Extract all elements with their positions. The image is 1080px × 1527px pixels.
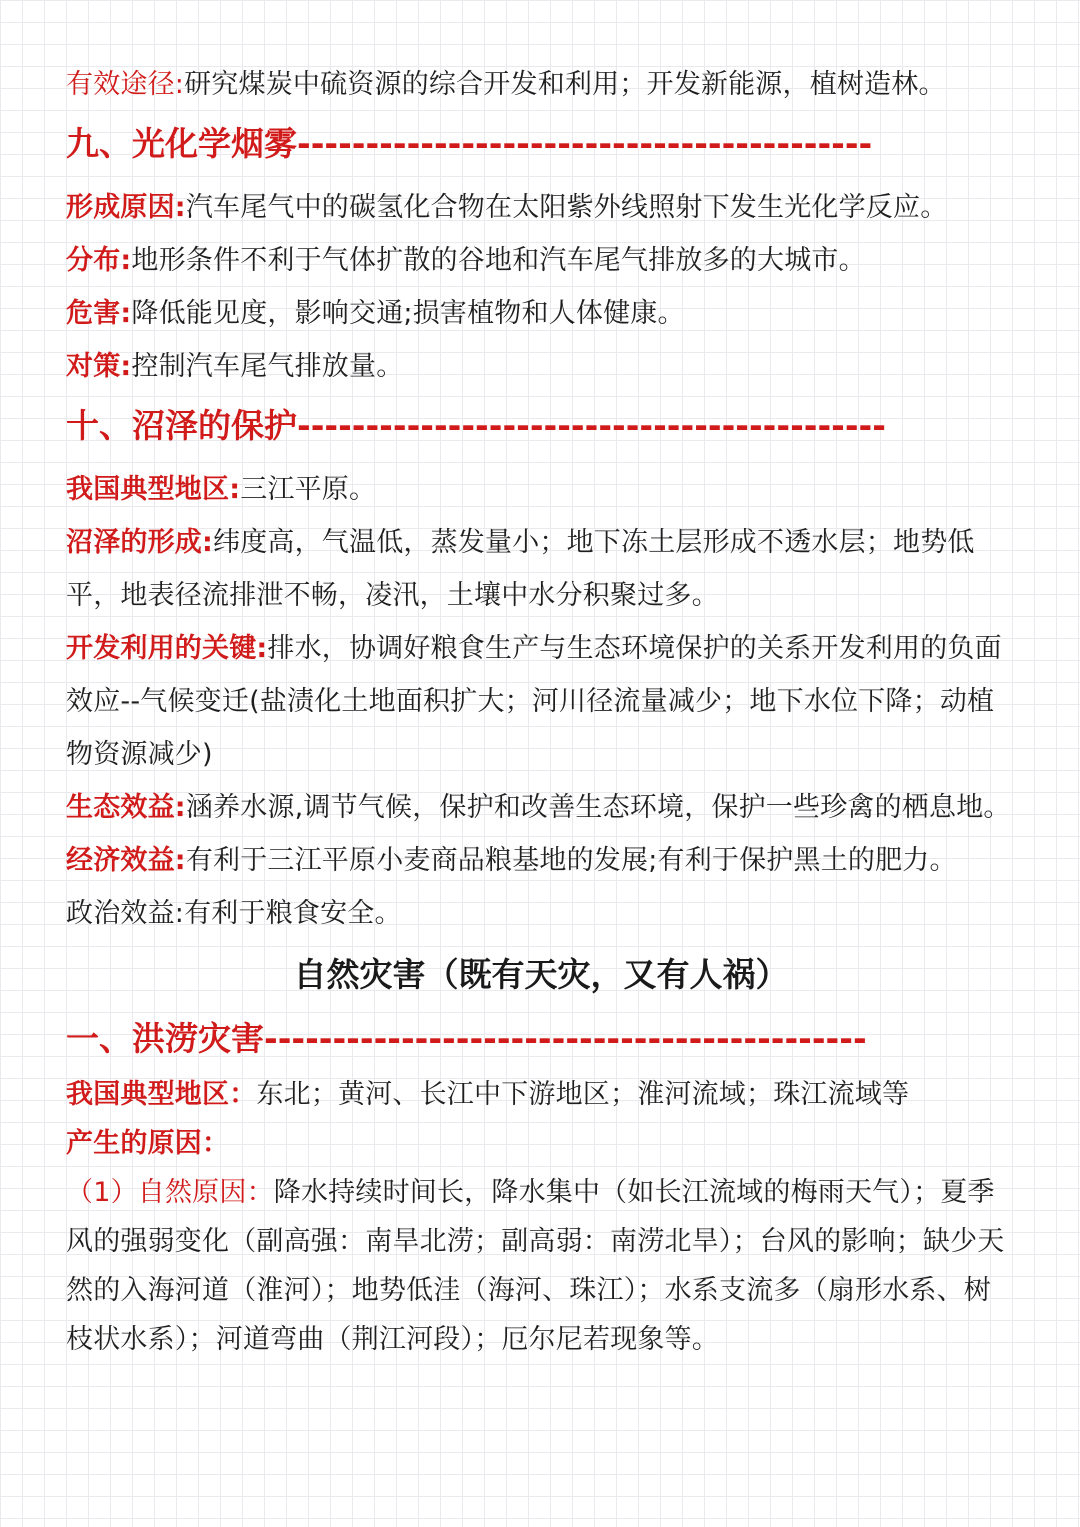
smog-cause-text: 汽车尾气中的碳氢化合物在太阳紫外线照射下发生光化学反应。: [185, 192, 948, 223]
smog-harm-text: 降低能见度，影响交通;损害植物和人体健康。: [131, 298, 685, 329]
heading-text: 一、洪涝灾害: [66, 1019, 264, 1058]
swamp-economy-text: 有利于三江平原小麦商品粮基地的发展;有利于保护黑土的肥力。: [185, 845, 957, 876]
smog-harm-label: 危害:: [66, 298, 132, 329]
swamp-key-text: 排水，协调好粮食生产与生态环境保护的关系开发利用的负面效应--气候变迁(盐渍化土地面积扩大；河川径流量减少；地下水位下降；动植物资源减少): [66, 633, 1002, 770]
swamp-region-text: 三江平原。: [240, 474, 377, 505]
heading-dashes: --------------------------------------------: [264, 1019, 867, 1058]
flood-natural-cause-paragraph: [66, 1168, 1016, 1364]
swamp-ecology-label: 生态效益:: [66, 792, 186, 823]
smog-distribution-label: 分布:: [66, 245, 132, 276]
heading-text: 九、光化学烟雾: [66, 124, 297, 163]
document-page: [66, 58, 1016, 1364]
swamp-political-paragraph: 政治效益:有利于粮食安全。: [66, 898, 402, 929]
smog-measures-paragraph: [66, 340, 1016, 393]
flood-region-paragraph: [66, 1070, 1016, 1119]
smog-distribution-paragraph: [66, 234, 1016, 287]
smog-cause-paragraph: [66, 181, 1016, 234]
flood-region-text: 东北；黄河、长江中下游地区；淮河流域；珠江流域等: [256, 1079, 910, 1110]
effective-approach-paragraph: [66, 58, 1016, 111]
flood-natural-cause-text: 降水持续时间长，降水集中（如长江流域的梅雨天气）；夏季风的强弱变化（副高强：南旱北涝；副高弱：南涝北旱）；台风的影响；缺少天然的入海河道（淮河）；地势低洼（海河、珠江）；水系支流多（扇形水系、树枝状水系）；河道弯曲（荆江河段）；厄尔尼若现象等。: [66, 1177, 1005, 1355]
natural-disasters-title: 自然灾害（既有天灾，又有人祸）: [293, 955, 789, 994]
flood-cause-paragraph: [66, 1119, 1016, 1168]
flood-natural-cause-label: （1）自然原因：: [66, 1177, 274, 1208]
swamp-formation-text: 纬度高，气温低，蒸发量小；地下冻土层形成不透水层；地势低平，地表径流排泄不畅，凌汛，土壤中水分积聚过多。: [66, 527, 975, 611]
heading-text: 十、沼泽的保护: [66, 406, 297, 445]
smog-cause-label: 形成原因:: [66, 192, 186, 223]
swamp-region-label: 我国典型地区:: [66, 474, 241, 505]
section-heading-photochemical-smog: [66, 113, 1016, 175]
smog-measures-text: 控制汽车尾气排放量。: [131, 351, 404, 382]
smog-measures-label: 对策:: [66, 351, 132, 382]
effective-approach-label: 有效途径:: [66, 69, 185, 100]
flood-cause-label: 产生的原因：: [66, 1128, 230, 1159]
swamp-ecology-paragraph: [66, 781, 1016, 834]
effective-approach-text: 研究煤炭中硫资源的综合开发和利用；开发新能源，植树造林。: [184, 69, 946, 100]
flood-region-label: 我国典型地区：: [66, 1079, 257, 1110]
swamp-key-paragraph: [66, 622, 1016, 781]
smog-distribution-text: 地形条件不利于气体扩散的谷地和汽车尾气排放多的大城市。: [131, 245, 866, 276]
swamp-economy-label: 经济效益:: [66, 845, 186, 876]
heading-dashes: -------------------------------------------: [297, 406, 886, 445]
section-heading-swamp-protection: [66, 395, 1016, 457]
swamp-key-label: 开发利用的关键:: [66, 633, 268, 664]
smog-harm-paragraph: [66, 287, 1016, 340]
swamp-formation-label: 沼泽的形成:: [66, 527, 213, 558]
swamp-economy-paragraph: [66, 834, 1016, 887]
heading-dashes: ------------------------------------------: [297, 124, 873, 163]
swamp-formation-paragraph: [66, 516, 1016, 622]
section-heading-flood-disaster: [66, 1008, 1016, 1070]
swamp-region-paragraph: [66, 463, 1016, 516]
swamp-ecology-text: 涵养水源,调节气候，保护和改善生态环境，保护一些珍禽的栖息地。: [185, 792, 1011, 823]
